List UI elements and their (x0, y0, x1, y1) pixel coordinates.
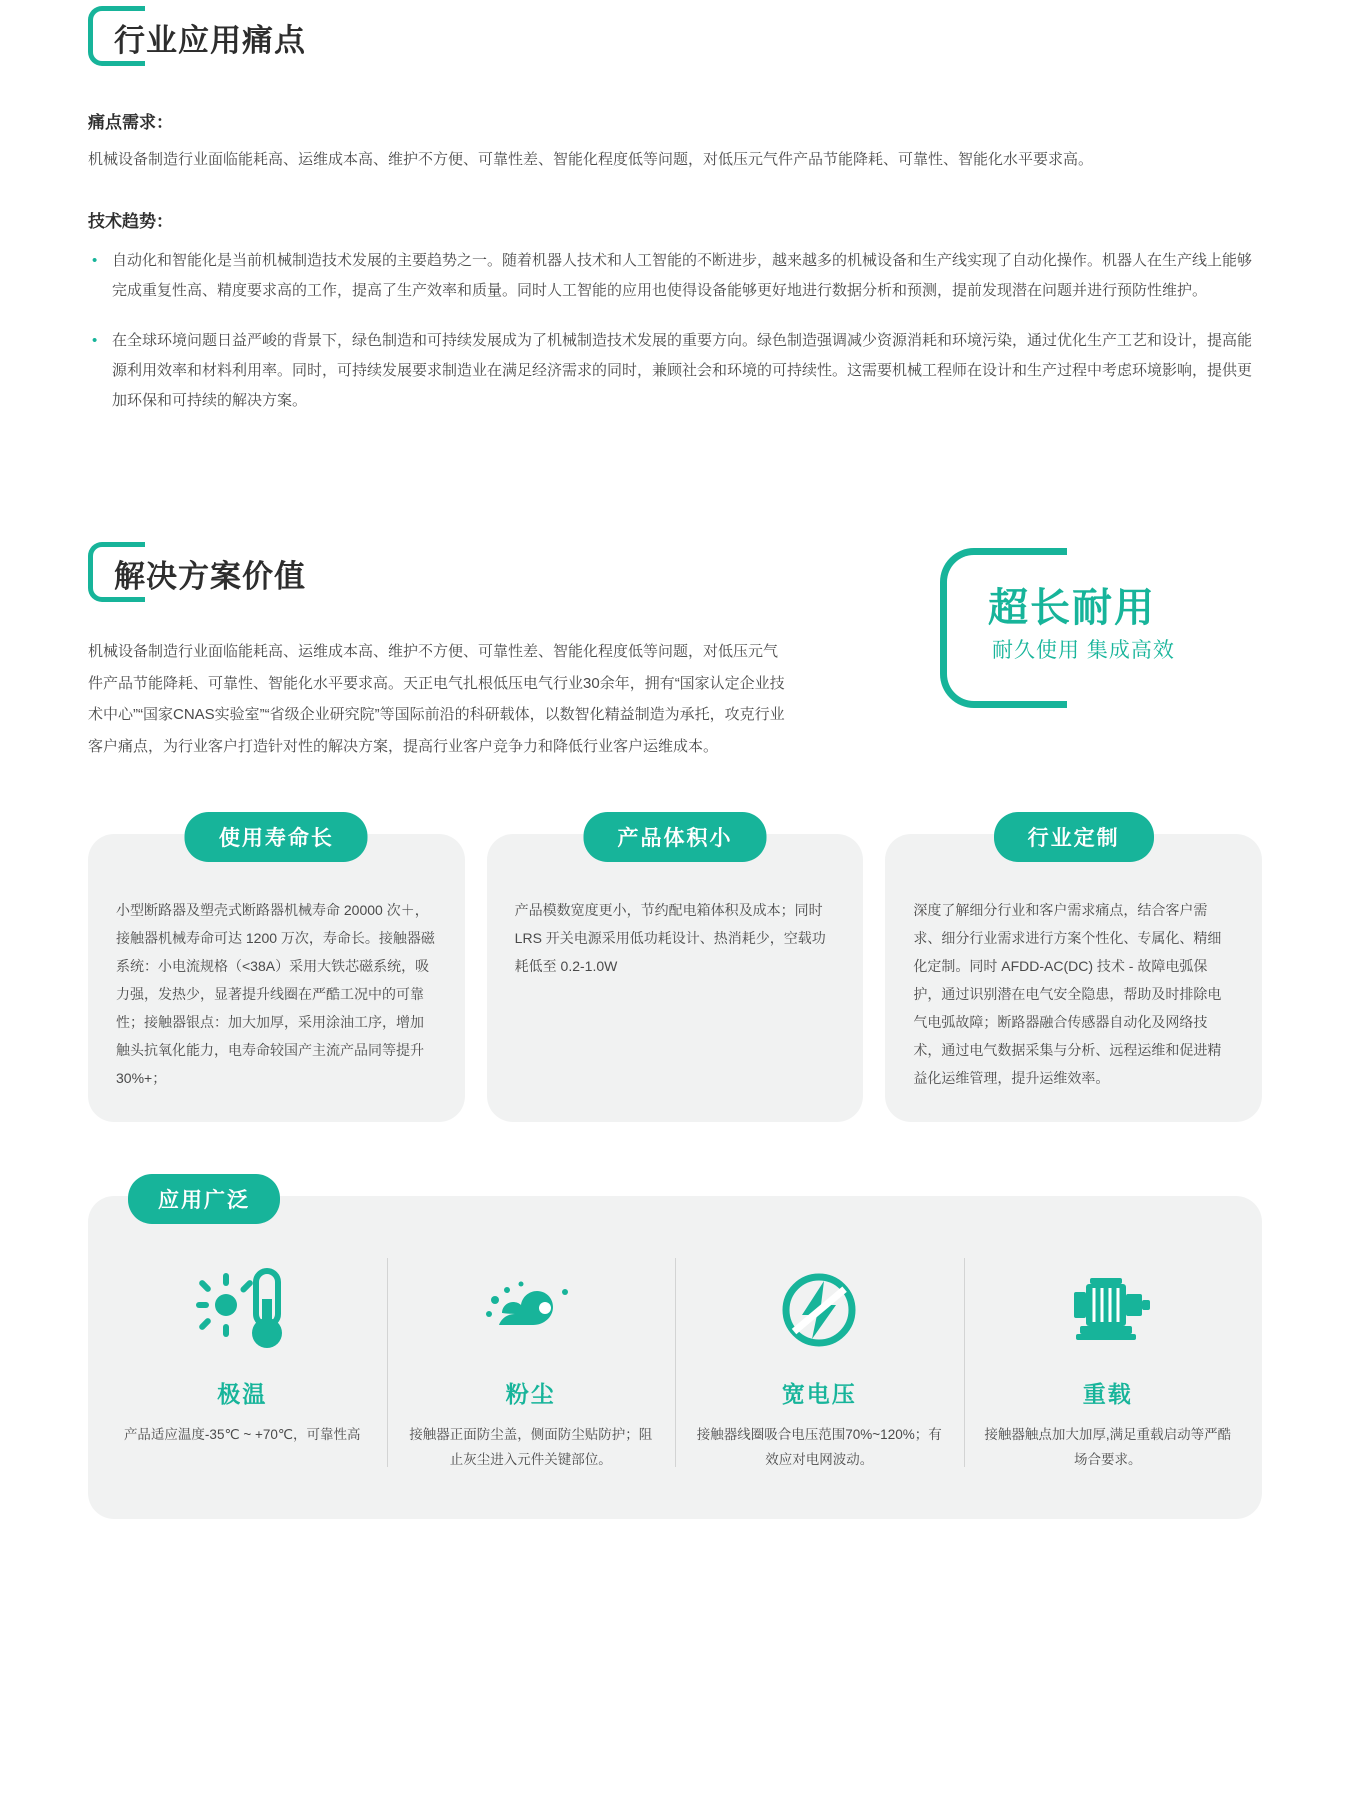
application-item-title: 宽电压 (781, 1381, 857, 1408)
list-item: • 在全球环境问题日益严峻的背景下，绿色制造和可持续发展成为了机械制造技术发展的重要方向。绿色制造强调减少资源消耗和环境污染，通过优化生产工艺和设计，提高能源利用效率和材料利用率。同时，可持续发展要求制造业在满足经济需求的同时，兼顾社会和环境的可持续性。这需要机械工程师在设计和生产过程中考虑环境影响，提供更加环保和可持续的解决方案。 (88, 326, 1262, 416)
solution-title: 解决方案价值 (114, 558, 306, 594)
dust-icon (405, 1262, 658, 1358)
list-item: • 自动化和智能化是当前机械制造技术发展的主要趋势之一。随着机器人技术和人工智能的不断进步，越来越多的机械设备和生产线实现了自动化操作。机器人在生产线上能够完成重复性高、精度要求高的工作，提高了生产效率和质量。同时人工智能的应用也使得设备能够更好地进行数据分析和预测，提前发现潜在问题并进行预防性维护。 (88, 246, 1262, 306)
application-item-desc: 产品适应温度-35℃ ~ +70℃，可靠性高 (123, 1427, 361, 1443)
solution-cards (88, 827, 1262, 1122)
application-item-desc: 接触器触点加大加厚,满足重载启动等严酷场合要求。 (984, 1427, 1232, 1468)
pain-content (88, 108, 1262, 416)
pain-trend-list (88, 246, 1262, 416)
pain-section-header (88, 0, 1350, 74)
card-body: 产品模数宽度更小，节约配电箱体积及成本；同时 LRS 开关电源采用低功耗设计、热消耗少，空载功耗低至 0.2-1.0W (514, 902, 826, 975)
application-item-title: 重载 (1082, 1381, 1133, 1408)
page-title: 行业应用痛点 (114, 22, 306, 58)
card-tag: 产品体积小 (584, 812, 767, 862)
solution-intro-text: 机械设备制造行业面临能耗高、运维成本高、维护不方便、可靠性差、智能化程度低等问题，对低压元气件产品节能降耗、可靠性、智能化水平要求高。天正电气扎根低压电气行业30余年，拥有“国家认定企业技术中心”“国家CNAS实验室”“省级企业研究院”等国际前沿的科研载体，以数智化精益制造为承托，攻克行业客户痛点，为行业客户打造针对性的解决方案，提高行业客户竞争力和降低行业客户运维成本。 (88, 643, 785, 755)
application-panel (88, 1189, 1262, 1519)
application-item-desc: 接触器线圈吸合电压范围70%~120%；有效应对电网波动。 (696, 1427, 942, 1468)
application-item-voltage (675, 1252, 964, 1473)
application-tag: 应用广泛 (128, 1174, 280, 1224)
card-customization (885, 827, 1262, 1122)
application-grid (98, 1252, 1252, 1473)
card-tag: 使用寿命长 (185, 812, 368, 862)
application-item-title: 粉尘 (505, 1381, 556, 1408)
motor-icon (982, 1262, 1235, 1358)
solution-section (0, 536, 1350, 1519)
application-item-title: 极温 (217, 1381, 268, 1408)
application-item-desc: 接触器正面防尘盖，侧面防尘贴防护；阻止灰尘进入元件关键部位。 (409, 1427, 653, 1468)
pain-need-text: 机械设备制造行业面临能耗高、运维成本高、维护不方便、可靠性差、智能化程度低等问题，对低压元气件产品节能降耗、可靠性、智能化水平要求高。 (88, 151, 1094, 168)
durability-badge (940, 548, 1210, 708)
voltage-icon (693, 1262, 946, 1358)
card-lifespan (88, 827, 465, 1122)
card-tag: 行业定制 (994, 812, 1154, 862)
card-body: 深度了解细分行业和客户需求痛点，结合客户需求、细分行业需求进行方案个性化、专属化、精细化定制。同时 AFDD-AC(DC) 技术 - 故障电弧保护，通过识别潜在电气安全隐患，帮助及时排除电气电弧故障；断路器融合传感器自动化及网络技术，通过电气数据采集与分析、远程运维和促进精益化运维管理，提升运维效率。 (913, 902, 1222, 1087)
badge-sub-text: 耐久使用 集成高效 (992, 639, 1175, 663)
badge-main-text: 超长耐用 (988, 586, 1156, 631)
pain-trend-label: 技术趋势： (88, 212, 173, 232)
pain-need-label: 痛点需求： (88, 113, 173, 132)
temperature-icon (116, 1262, 369, 1358)
application-item-extreme-temp (98, 1252, 387, 1473)
application-item-dust (387, 1252, 676, 1473)
card-body: 小型断路器及塑壳式断路器机械寿命 20000 次＋，接触器机械寿命可达 1200 万次，寿命长。接触器磁系统：小电流规格（<38A）采用大铁芯磁系统，吸力强，发热少，显著提升线圈在严酷工况中的可靠性；接触器银点：加大加厚，采用涂油工序，增加触头抗氧化能力，电寿命较国产主流产品同等提升30%+； (116, 902, 435, 1087)
card-size (487, 827, 864, 1122)
application-item-heavy-load (964, 1252, 1253, 1473)
